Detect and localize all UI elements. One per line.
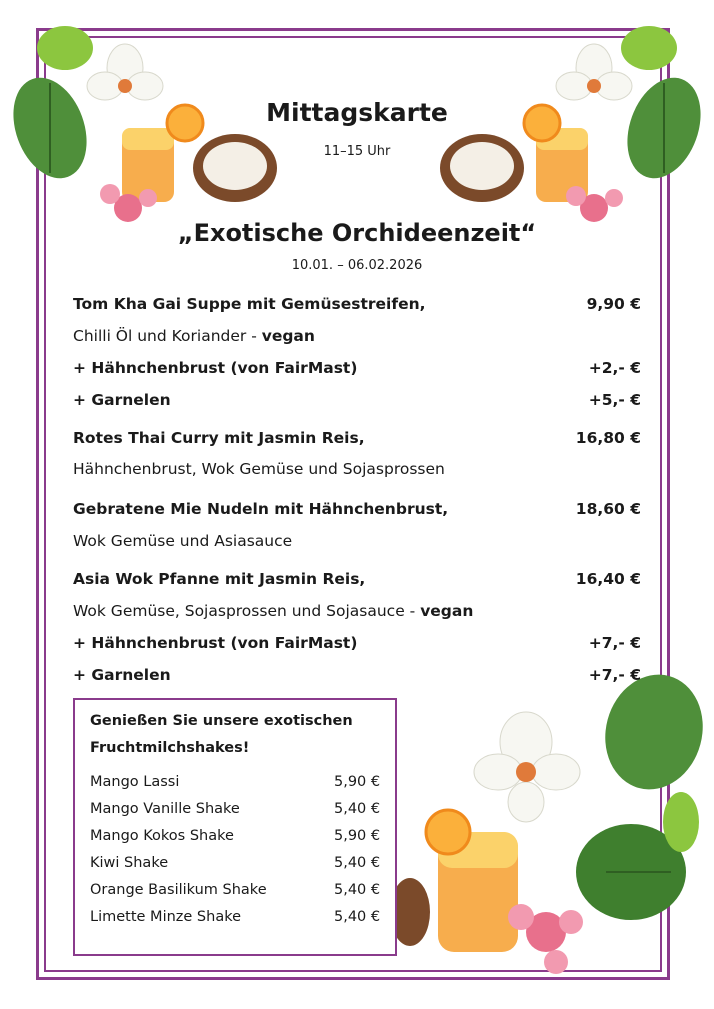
shake-price: 5,90 € [334,774,381,790]
menu-item-name: Asia Wok Pfanne mit Jasmin Reis, [73,570,366,588]
shake-price: 5,40 € [334,882,381,898]
menu-item-name: Gebratene Mie Nudeln mit Hähnchenbrust, [73,500,449,518]
shakes-heading [90,708,390,762]
menu-addon-price: +7,- € [588,634,641,652]
menu-addon-name: + Hähnchenbrust (von FairMast) [73,634,358,652]
shake-name: Mango Lassi [90,774,180,790]
menu-item-price: 16,40 € [575,570,641,588]
menu-theme-heading: „Exotische Orchideenzeit“ [177,219,537,247]
menu-item-price: 18,60 € [575,500,641,518]
menu-item [73,566,641,592]
tropical-decoration-bottom-right [396,672,704,1002]
menu-title: Mittagskarte [266,98,448,127]
shake-name: Mango Kokos Shake [90,828,234,844]
menu-item-name: Tom Kha Gai Suppe mit Gemüsestreifen, [73,295,426,313]
menu-date-range: 10.01. – 06.02.2026 [291,258,423,273]
menu-item-name: Rotes Thai Curry mit Jasmin Reis, [73,429,365,447]
menu-addon-price: +2,- € [588,359,641,377]
menu-item-price: 9,90 € [586,295,641,313]
menu-item-desc-text: Wok Gemüse und Asiasauce [73,532,293,550]
serving-hours: 11–15 Uhr [323,144,391,159]
vegan-tag: vegan [420,602,474,620]
orange-slice-icon [426,810,470,854]
menu-item [73,496,641,522]
menu-addon-price: +7,- € [588,666,641,684]
shake-name: Orange Basilikum Shake [90,882,267,898]
shakes-heading-line2: Fruchtmilchshakes! [90,740,250,756]
shake-name: Kiwi Shake [90,855,169,871]
menu-addon-name: + Garnelen [73,666,171,684]
menu-item-description [73,598,641,624]
menu-item [73,425,641,451]
shake-name: Limette Minze Shake [90,909,242,925]
shakes-heading-line1: Genießen Sie unsere exotischen [90,713,353,729]
coconut-icon [396,878,430,946]
menu-addon [73,355,641,381]
shake-price: 5,40 € [334,801,381,817]
menu-item-desc-text: Chilli Öl und Koriander - [73,327,262,345]
menu-addon [73,387,641,413]
orchid-flower-icon [87,44,163,100]
pink-blossom-icon [508,904,583,974]
menu-item-description [73,528,641,554]
menu-item-price: 16,80 € [575,429,641,447]
menu-item-description [73,323,641,349]
menu-item-description [73,456,641,482]
orchid-flower-icon [474,712,580,822]
shakes-box [73,698,397,956]
menu-item-desc-text: Wok Gemüse, Sojasprossen und Sojasauce - [73,602,421,620]
shake-price: 5,40 € [334,855,381,871]
menu-addon [73,630,641,656]
orchid-flower-icon [556,44,632,100]
menu-item [73,291,641,317]
menu-addon-name: + Hähnchenbrust (von FairMast) [73,359,358,377]
menu-addon-name: + Garnelen [73,391,171,409]
menu-item-desc-text: Hähnchenbrust, Wok Gemüse und Sojasprossen [73,460,445,478]
monstera-leaf-icon [576,672,704,920]
shake-name: Mango Vanille Shake [90,801,240,817]
shake-price: 5,90 € [334,828,381,844]
pink-blossom-icon [566,186,623,222]
vegan-tag: vegan [261,327,315,345]
menu-addon-price: +5,- € [588,391,641,409]
shake-price: 5,40 € [334,909,381,925]
menu-addon [73,662,641,688]
